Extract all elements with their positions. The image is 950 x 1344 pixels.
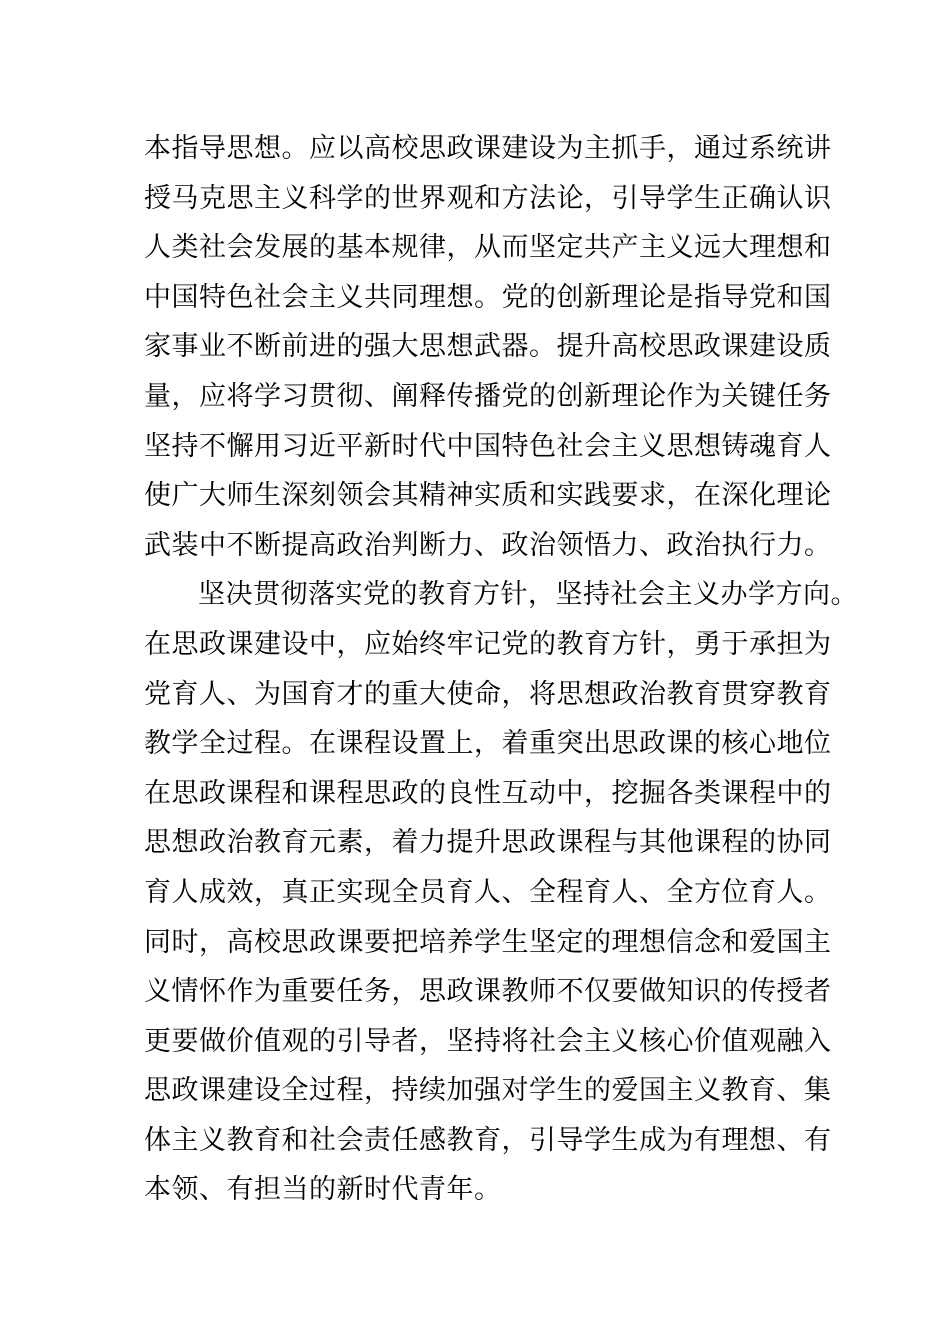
text-line-2: 授马克思主义科学的世界观和方法论，引导学生正确认识 — [144, 182, 832, 214]
text-line-21: 体主义教育和社会责任感教育，引导学生成为有理想、有 — [144, 1124, 832, 1156]
text-line-5: 家事业不断前进的强大思想武器。提升高校思政课建设质 — [144, 331, 832, 363]
text-line-7: 坚持不懈用习近平新时代中国特色社会主义思想铸魂育人 — [144, 430, 832, 462]
text-line-20: 思政课建设全过程，持续加强对学生的爱国主义教育、集 — [144, 1075, 832, 1107]
paragraph-start-line: 坚决贯彻落实党的教育方针，坚持社会主义办学方向。 — [198, 579, 858, 611]
text-line-8: 使广大师生深刻领会其精神实质和实践要求，在深化理论 — [144, 480, 832, 512]
text-line-17: 同时，高校思政课要把培养学生坚定的理想信念和爱国主 — [144, 926, 832, 958]
text-line-4: 中国特色社会主义共同理想。党的创新理论是指导党和国 — [144, 281, 832, 313]
text-line-12: 党育人、为国育才的重大使命，将思想政治教育贯穿教育 — [144, 678, 832, 710]
text-line-11: 在思政课建设中，应始终牢记党的教育方针，勇于承担为 — [144, 628, 832, 660]
text-line-9: 武装中不断提高政治判断力、政治领悟力、政治执行力。 — [144, 529, 832, 561]
text-line-13: 教学全过程。在课程设置上，着重突出思政课的核心地位 — [144, 728, 832, 760]
text-line-22: 本领、有担当的新时代青年。 — [144, 1174, 502, 1206]
text-line-16: 育人成效，真正实现全员育人、全程育人、全方位育人。 — [144, 876, 832, 908]
text-line-15: 思想政治教育元素，着力提升思政课程与其他课程的协同 — [144, 827, 832, 859]
text-line-1: 本指导思想。应以高校思政课建设为主抓手，通过系统讲 — [144, 133, 832, 164]
text-line-3: 人类社会发展的基本规律，从而坚定共产主义远大理想和 — [144, 232, 832, 264]
text-line-14: 在思政课程和课程思政的良性互动中，挖掘各类课程中的 — [144, 777, 832, 809]
text-line-18: 义情怀作为重要任务，思政课教师不仅要做知识的传授者 — [144, 976, 832, 1008]
text-line-6: 量，应将学习贯彻、阐释传播党的创新理论作为关键任务 — [144, 380, 832, 412]
text-line-19: 更要做价值观的引导者，坚持将社会主义核心价值观融入 — [144, 1025, 832, 1057]
body-text — [144, 124, 858, 1215]
